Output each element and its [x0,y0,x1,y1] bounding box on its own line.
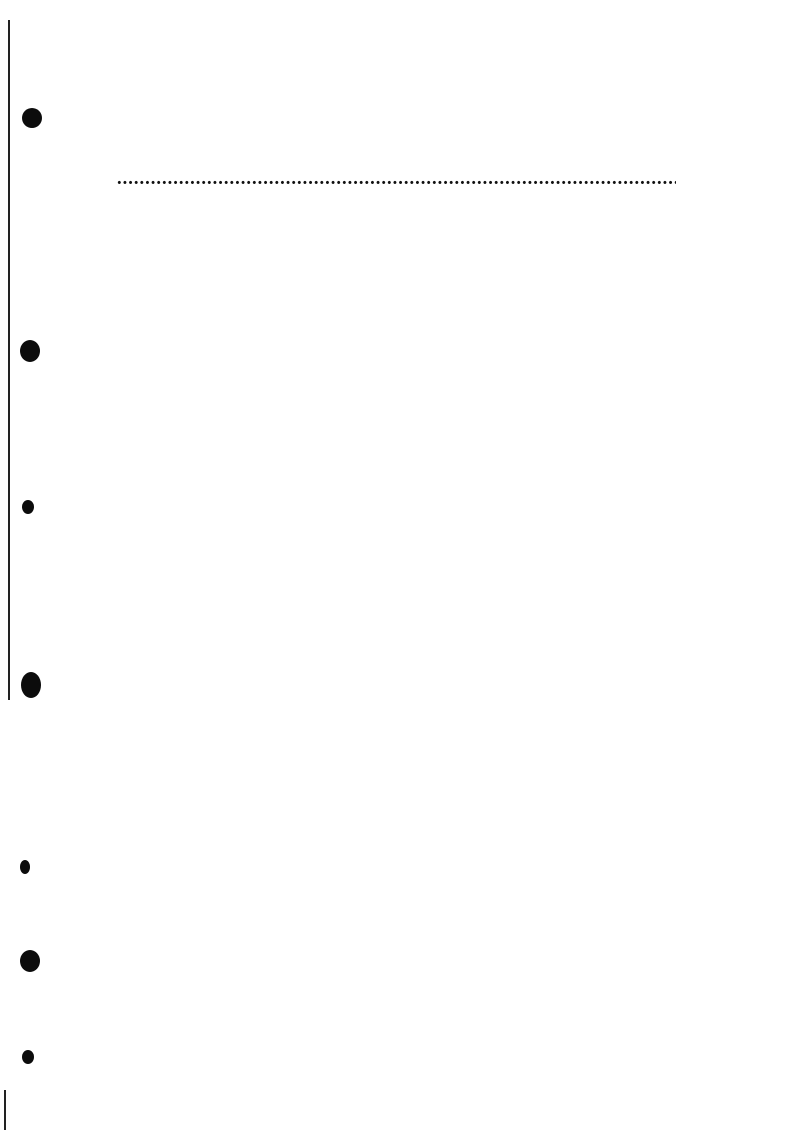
binder-hole [22,108,42,128]
margin-line [8,20,10,700]
binder-hole [20,860,30,874]
toc-intro [117,170,676,189]
binder-hole [20,950,40,972]
margin-line-bottom [4,1090,6,1130]
binder-hole [22,1050,34,1064]
binder-hole [20,340,40,362]
binder-hole [21,672,41,698]
leader-dots [117,170,676,189]
binder-hole [22,500,34,514]
